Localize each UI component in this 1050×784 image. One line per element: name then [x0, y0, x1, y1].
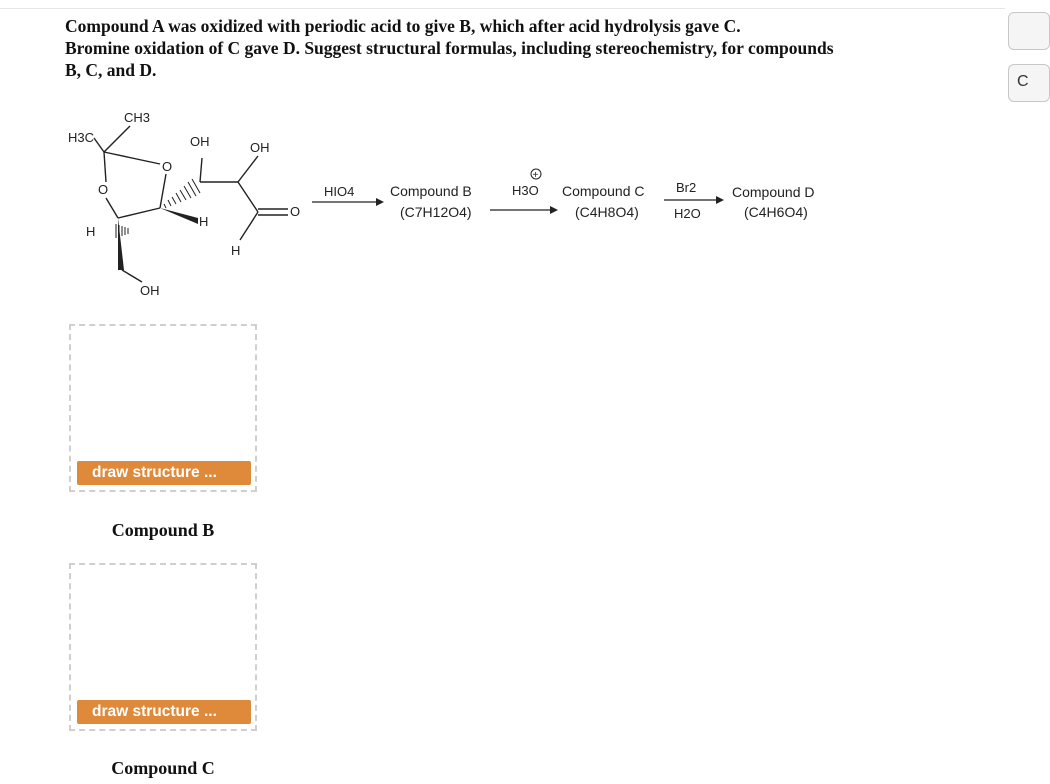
draw-structure-button-b[interactable]: draw structure ... [77, 461, 251, 485]
bond [118, 208, 160, 218]
compound-c-label: Compound C [562, 183, 645, 199]
compound-d-label: Compound D [732, 184, 815, 200]
bond [238, 156, 258, 182]
label-oh-2: OH [250, 140, 270, 155]
wedge-bond [160, 208, 198, 224]
reagent-br2: Br2 [676, 180, 697, 195]
hash-bond [164, 179, 200, 208]
label-h-hash: H [86, 224, 96, 239]
hash-bond-h [116, 224, 128, 238]
side-tool-icon: C [1017, 73, 1029, 90]
compound-a-labels [68, 110, 300, 298]
label-oh-bottom: OH [140, 283, 160, 298]
draw-structure-button-c[interactable]: draw structure ... [77, 700, 251, 724]
side-tool-button-2[interactable] [1008, 64, 1050, 102]
bond [104, 152, 106, 182]
bond [106, 198, 118, 218]
reagent-h2o: H2O [674, 206, 701, 221]
top-divider [0, 8, 1005, 9]
arrowhead-1 [376, 198, 384, 206]
compound-c-formula: (C4H8O4) [575, 204, 639, 220]
question-line-2: Bromine oxidation of C gave D. Suggest structural formulas, including stereochemistry, for compounds [65, 38, 834, 58]
question-line-1: Compound A was oxidized with periodic acid to give B, which after acid hydrolysis gave C. [65, 16, 741, 36]
label-ch3: CH3 [124, 110, 151, 125]
bond [240, 212, 258, 240]
arrowhead-3 [716, 196, 724, 204]
bond [122, 270, 142, 282]
bond [200, 158, 202, 182]
label-h3c: H3C [68, 130, 95, 145]
side-tool-button-1[interactable] [1008, 12, 1050, 50]
bond [94, 138, 104, 152]
reagent-h3o: H3O [512, 183, 539, 198]
caption-compound-b: Compound B [111, 520, 215, 540]
reaction-steps [312, 169, 815, 221]
bond [160, 174, 166, 208]
compound-b-formula: (C7H12O4) [400, 204, 472, 220]
arrowhead-2 [550, 206, 558, 214]
compound-b-label: Compound B [390, 183, 472, 199]
answer-box-compound-b[interactable] [69, 324, 257, 492]
label-carbonyl-o: O [290, 204, 301, 219]
bond [104, 126, 130, 152]
question-text [65, 15, 965, 81]
label-ring-o-top: O [162, 159, 173, 174]
label-ring-o-left: O [98, 182, 109, 197]
caption-compound-c: Compound C [111, 758, 215, 778]
label-h-aldehyde: H [231, 243, 241, 258]
bond [104, 152, 160, 164]
reaction-scheme [60, 100, 840, 300]
answer-box-compound-c[interactable] [69, 563, 257, 731]
charge-symbol: + [532, 170, 539, 181]
question-line-3: B, C, and D. [65, 60, 157, 80]
bond [238, 182, 258, 212]
label-oh-1: OH [190, 134, 210, 149]
label-h-wedge: H [199, 214, 209, 229]
reagent-hio4: HIO4 [324, 184, 355, 199]
compound-d-formula: (C4H6O4) [744, 204, 808, 220]
